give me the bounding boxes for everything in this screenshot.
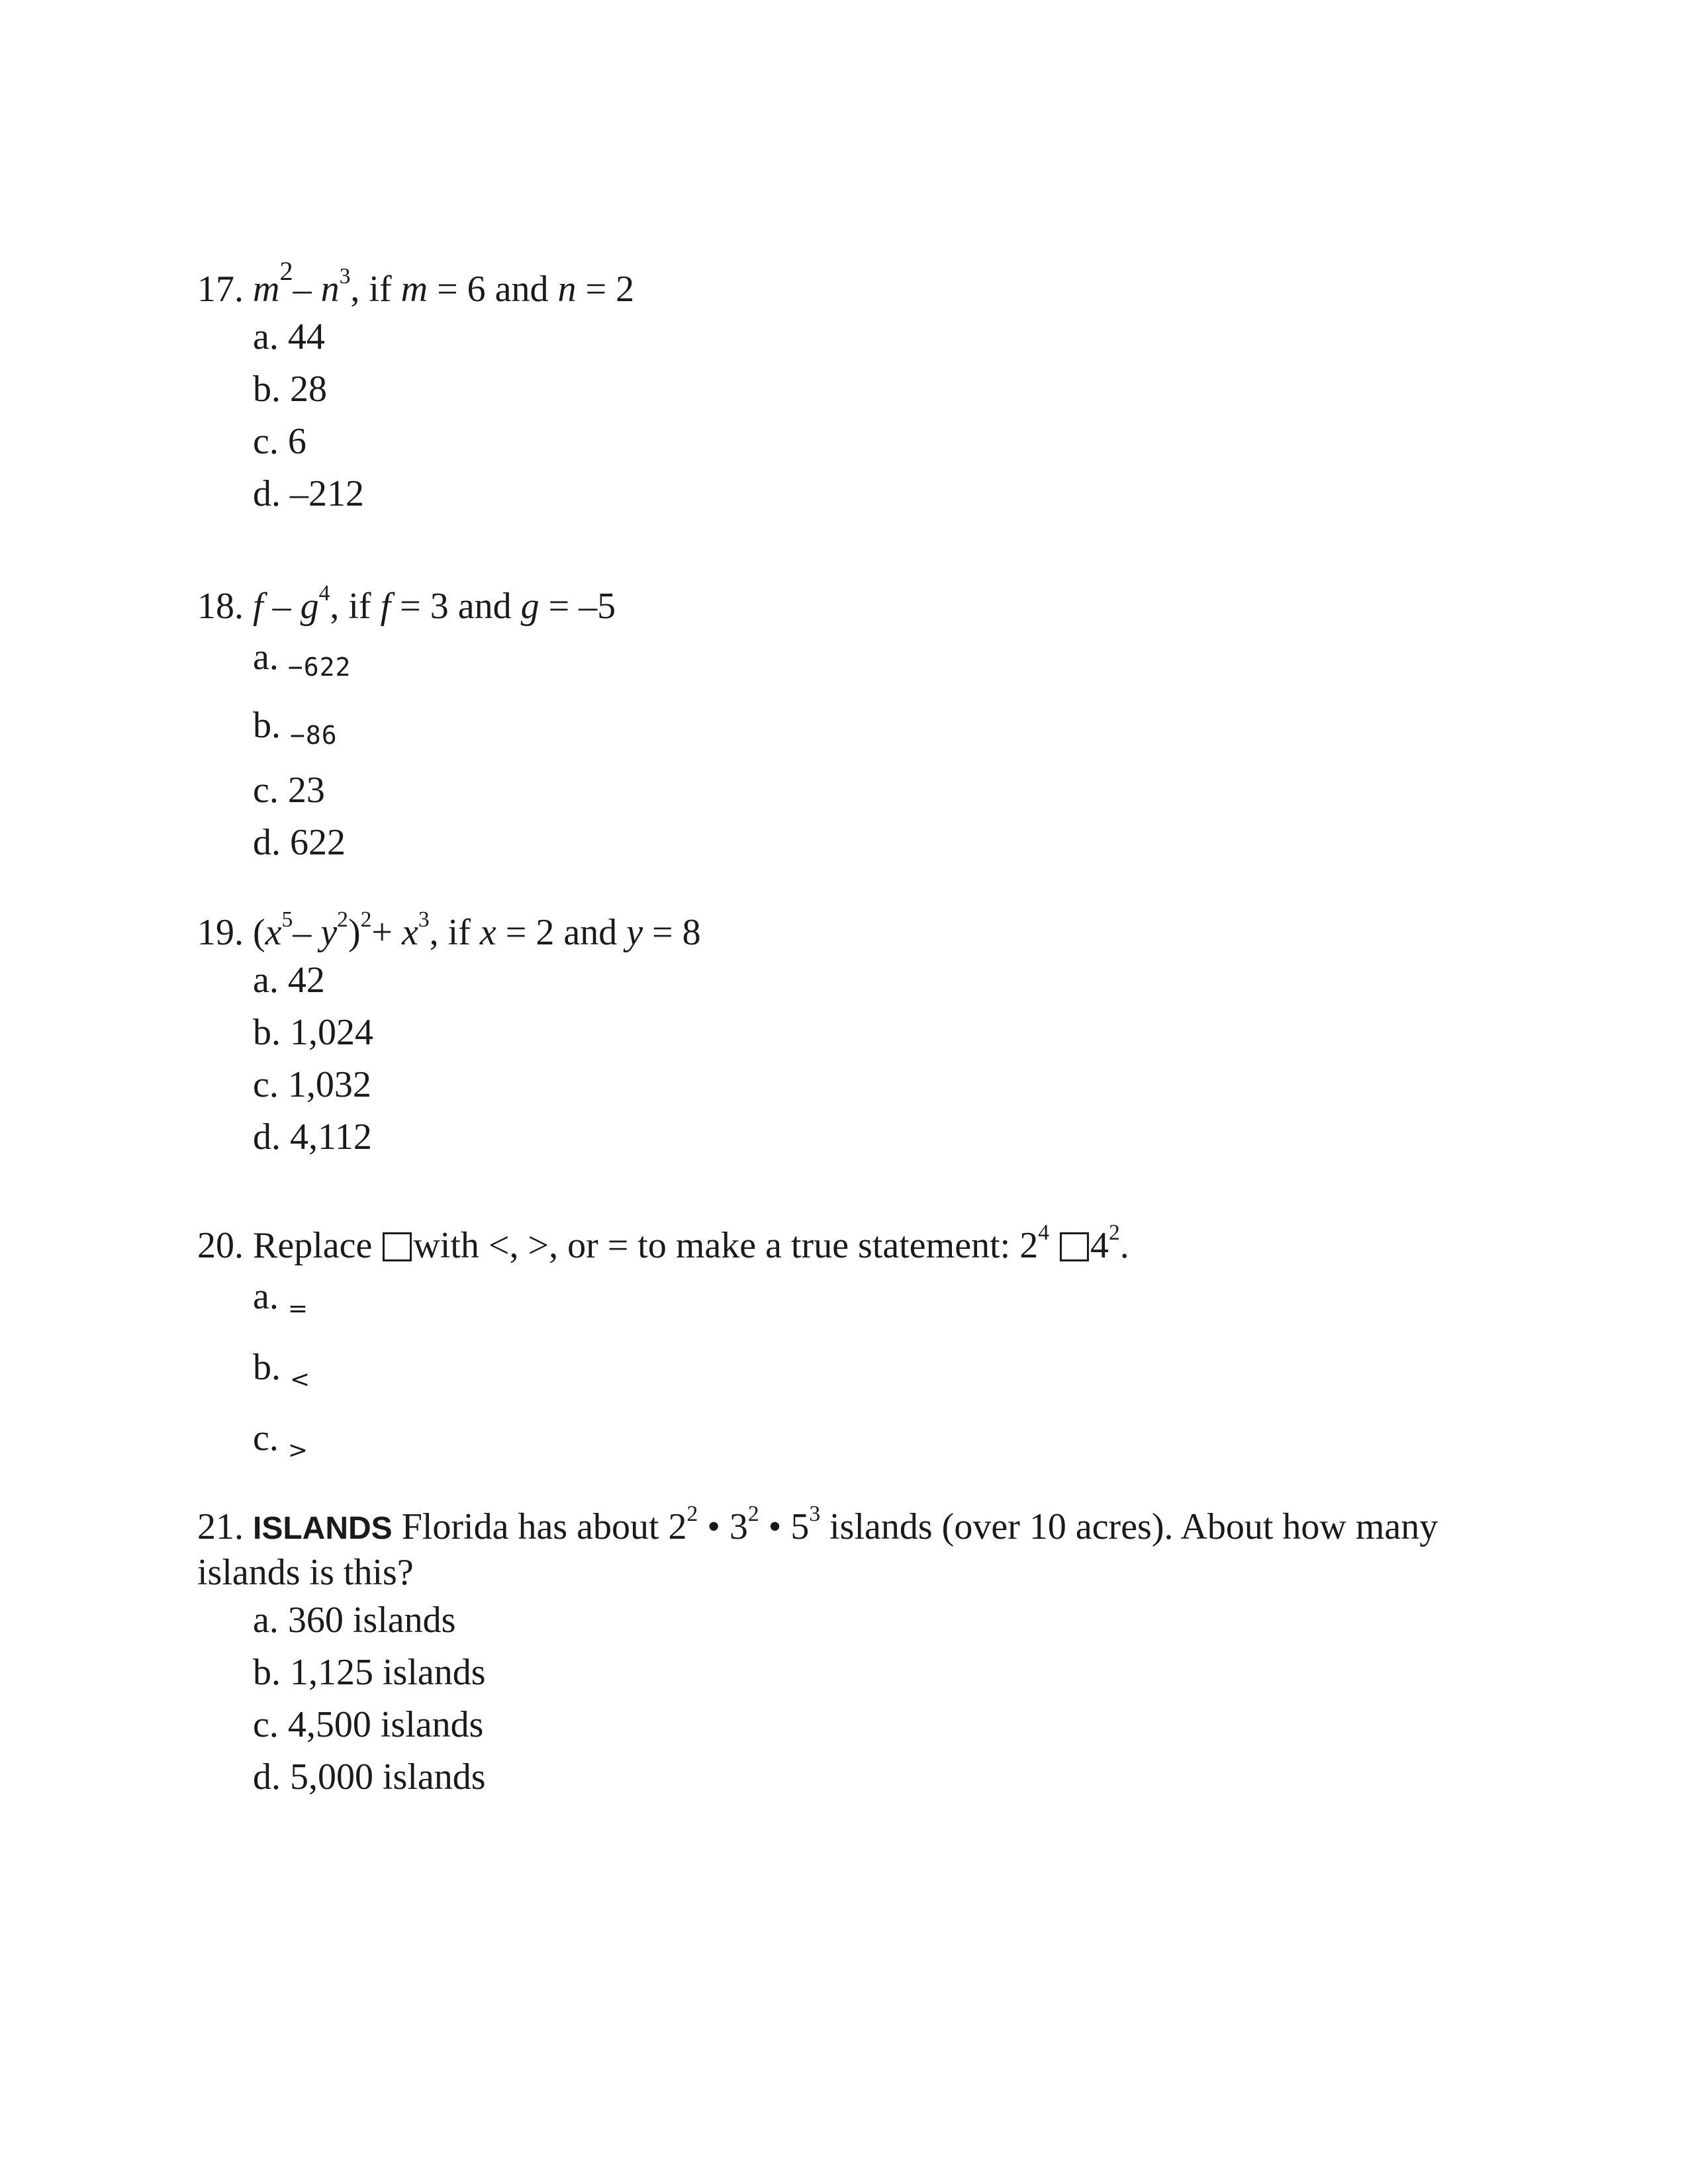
- choice-letter: c.: [253, 1064, 279, 1105]
- condition-text: = 2 and: [496, 912, 627, 953]
- choice-c[interactable]: [197, 1409, 1488, 1480]
- choice-b[interactable]: [197, 1647, 1455, 1699]
- parenthesis: ): [348, 912, 361, 953]
- choice-value: 44: [287, 316, 325, 357]
- choice-c[interactable]: [197, 764, 1488, 817]
- stem-text: Replace: [244, 1225, 382, 1266]
- choice-letter: d.: [253, 822, 281, 863]
- choice-a[interactable]: [197, 954, 1488, 1007]
- question-number: 17.: [197, 269, 244, 310]
- choice-d[interactable]: [197, 817, 1488, 869]
- blank-box-icon: [383, 1232, 412, 1261]
- condition-text: = 3 and: [391, 586, 521, 627]
- variable: m: [253, 269, 280, 310]
- question-number: 20.: [197, 1225, 244, 1266]
- question-21-stem: [197, 1502, 1455, 1594]
- choice-letter: b.: [253, 1347, 281, 1388]
- choice-c[interactable]: [197, 416, 1488, 468]
- exponent: 2: [1109, 1220, 1120, 1246]
- exponent: 2: [360, 907, 372, 933]
- question-17: [197, 255, 1488, 520]
- exponent: 3: [339, 264, 351, 289]
- question-20-stem: [197, 1220, 1488, 1267]
- question-19: [197, 907, 1488, 1163]
- variable: n: [557, 269, 577, 310]
- exponent: 2: [337, 907, 348, 933]
- choice-letter: a.: [253, 316, 279, 357]
- choice-value: −622: [287, 653, 352, 682]
- exponent: 3: [809, 1502, 821, 1527]
- choice-value: 42: [287, 960, 325, 1001]
- base: 4: [1090, 1225, 1109, 1266]
- variable: f: [380, 586, 391, 627]
- choice-value: 1,024: [290, 1012, 373, 1053]
- question-number: 21.: [197, 1506, 244, 1547]
- choice-value: 4,112: [290, 1116, 372, 1158]
- variable: x: [265, 912, 282, 953]
- choice-a[interactable]: [197, 628, 1488, 696]
- question-18-stem: [197, 581, 1488, 628]
- variable: x: [402, 912, 418, 953]
- parenthesis: (: [253, 912, 265, 953]
- choice-letter: c.: [253, 421, 279, 462]
- choice-a[interactable]: [197, 1594, 1455, 1647]
- question-20: [197, 1220, 1488, 1480]
- choice-value: 1,125 islands: [290, 1652, 486, 1693]
- question-19-stem: [197, 907, 1488, 954]
- stem-text: • 5: [759, 1506, 810, 1547]
- choice-c[interactable]: [197, 1699, 1455, 1751]
- choice-letter: a.: [253, 1600, 279, 1641]
- condition-text: = 2: [576, 269, 635, 310]
- choice-letter: a.: [253, 1276, 279, 1317]
- question-18: [197, 581, 1488, 869]
- choice-letter: c.: [253, 1704, 279, 1745]
- question-number: 19.: [197, 912, 244, 953]
- question-20-choices: [197, 1267, 1488, 1480]
- variable: n: [320, 269, 340, 310]
- choice-value: 1,032: [287, 1064, 371, 1105]
- choice-letter: d.: [253, 1116, 281, 1158]
- choice-value: −86: [290, 721, 338, 750]
- variable: y: [320, 912, 338, 953]
- choice-d[interactable]: [197, 1751, 1455, 1803]
- choice-letter: d.: [253, 473, 281, 514]
- choice-value: =: [287, 1295, 308, 1322]
- choice-letter: a.: [253, 960, 279, 1001]
- variable: y: [626, 912, 643, 953]
- question-19-choices: [197, 954, 1488, 1163]
- question-17-stem: [197, 255, 1488, 311]
- operator: +: [371, 912, 402, 953]
- choice-value: 6: [287, 421, 306, 462]
- blank-box-icon: [1060, 1232, 1089, 1261]
- operator: –: [293, 912, 321, 953]
- exponent: 5: [281, 907, 293, 933]
- choice-d[interactable]: [197, 1111, 1488, 1163]
- exponent: 2: [686, 1502, 698, 1527]
- topic-label: ISLANDS: [253, 1511, 393, 1546]
- exponent: 4: [318, 581, 330, 606]
- variable: x: [479, 912, 496, 953]
- question-21: [197, 1502, 1455, 1803]
- choice-a[interactable]: [197, 311, 1488, 363]
- condition-text: = 8: [643, 912, 701, 953]
- choice-value: >: [287, 1437, 308, 1464]
- variable: g: [300, 586, 319, 627]
- choice-value: 23: [287, 770, 325, 811]
- choice-letter: c.: [253, 1418, 279, 1459]
- choice-letter: b.: [253, 1012, 281, 1053]
- question-number: 18.: [197, 586, 244, 627]
- variable: m: [400, 269, 428, 310]
- variable: f: [253, 586, 263, 627]
- choice-letter: b.: [253, 369, 281, 410]
- choice-value: 5,000 islands: [290, 1756, 486, 1797]
- choice-value: <: [290, 1366, 310, 1393]
- choice-letter: b.: [253, 705, 281, 746]
- choice-b[interactable]: [197, 1338, 1488, 1409]
- choice-d[interactable]: [197, 468, 1488, 520]
- stem-text: • 3: [698, 1506, 748, 1547]
- choice-letter: d.: [253, 1756, 281, 1797]
- condition-text: = –5: [539, 586, 616, 627]
- condition-text: = 6 and: [428, 269, 558, 310]
- choice-c[interactable]: [197, 1059, 1488, 1111]
- question-18-choices: [197, 628, 1488, 869]
- operator: –: [263, 586, 301, 627]
- exponent: 3: [418, 907, 430, 933]
- choice-value: –212: [290, 473, 364, 514]
- condition-text: , if: [330, 586, 381, 627]
- choice-letter: b.: [253, 1652, 281, 1693]
- stem-text: .: [1119, 1225, 1129, 1266]
- choice-letter: a.: [253, 637, 279, 678]
- stem-text: islands (over 10 acres). About how many islands is this?: [197, 1506, 1438, 1593]
- choice-letter: c.: [253, 770, 279, 811]
- choice-value: 4,500 islands: [287, 1704, 484, 1745]
- choice-b[interactable]: [197, 1007, 1488, 1059]
- exponent: 2: [747, 1502, 759, 1527]
- condition-text: , if: [429, 912, 480, 953]
- stem-text: Florida has about 2: [392, 1506, 687, 1547]
- choice-value: 360 islands: [287, 1600, 456, 1641]
- variable: g: [520, 586, 539, 627]
- exponent: 4: [1038, 1220, 1049, 1246]
- condition-text: , if: [350, 269, 401, 310]
- choice-b[interactable]: [197, 696, 1488, 764]
- operator: –: [293, 269, 321, 310]
- choice-value: 622: [290, 822, 346, 863]
- exponent: 2: [279, 255, 293, 286]
- choice-b[interactable]: [197, 363, 1488, 416]
- choice-value: 28: [290, 369, 327, 410]
- question-21-choices: [197, 1594, 1455, 1803]
- choice-a[interactable]: [197, 1267, 1488, 1338]
- question-17-choices: [197, 311, 1488, 520]
- stem-text: with <, >, or = to make a true statement: 2: [413, 1225, 1039, 1266]
